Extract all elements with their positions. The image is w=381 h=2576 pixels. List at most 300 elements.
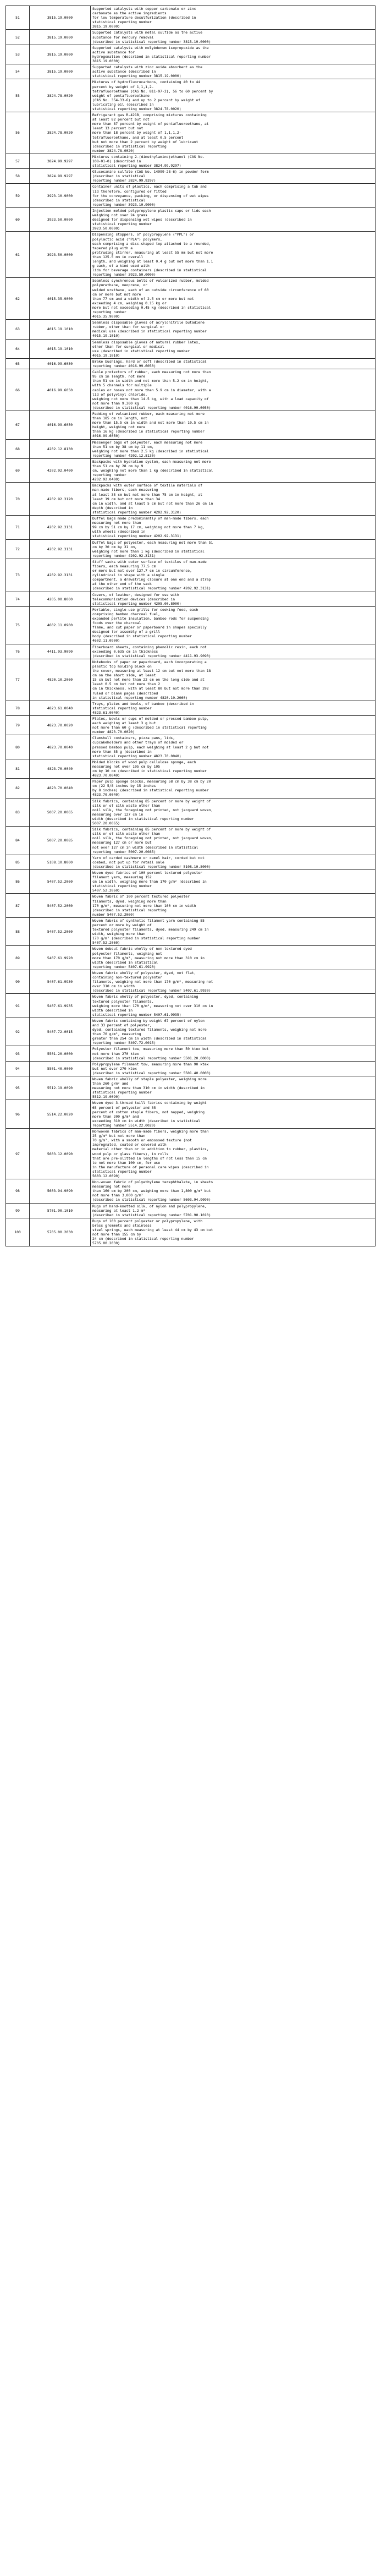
product-description: [91, 559, 376, 592]
description-line: (described in statistical reporting number 5501.40.0000): [92, 1070, 211, 1075]
description-line: cm, weighing not more than 1 kg (described in statistical: [92, 468, 213, 473]
description-line: Container units of plastics, each comprising a tub and: [92, 184, 207, 189]
row-number: 52: [6, 30, 30, 45]
description-line: more than 170 g/m², measuring not more than 310 cm in: [92, 955, 205, 960]
hts-code: 4016.99.6050: [30, 369, 91, 411]
description-line: cm or more but not more: [92, 292, 141, 297]
table-row: [6, 1179, 376, 1203]
description-line: each comprising a disc-shaped top attached to a rounded,: [92, 241, 211, 246]
table-row: [6, 1046, 376, 1061]
description-line: each weighing at least 3 g but: [92, 721, 156, 726]
description-line: cylindrical in shape with a single: [92, 573, 164, 578]
hts-code: 3824.78.0020: [30, 112, 91, 154]
table-row: [6, 1061, 376, 1076]
description-line: protruding stirrer, measuring at least 55 mm but not more: [92, 250, 213, 255]
description-line: steel springs, each measuring at least 44 cm by 43 cm but: [92, 1228, 213, 1232]
product-description: [91, 112, 376, 154]
description-line: telecommunication devices (described in: [92, 597, 175, 601]
hts-code: 4602.11.0900: [30, 606, 91, 644]
hts-code: 5501.40.0000: [30, 1061, 91, 1076]
description-line: than 16 kg (described in statistical reporting number: [92, 429, 205, 434]
row-number: 69: [6, 458, 30, 482]
description-line: (CAS No. 354-33-6) and up to 2 percent by weight of: [92, 97, 201, 102]
hts-code: 4823.70.0040: [30, 735, 91, 759]
table-row: [6, 79, 376, 112]
description-line: more but not exceeding 0.45 kg (described in statistical: [92, 305, 211, 310]
table-row: [6, 970, 376, 993]
description-line: expanded perlite insulation, bamboo rods for suspending: [92, 616, 209, 621]
row-number: 53: [6, 45, 30, 64]
product-description: [91, 184, 376, 207]
description-line: 4016.99.6050): [92, 434, 120, 439]
description-line: (described in statistical reporting number 4016.99.6050): [92, 405, 211, 410]
description-line: statistical reporting number 4202.92.3120): [92, 510, 181, 515]
description-line: polyester filaments, weighing not: [92, 951, 162, 956]
description-line: comprising bamboo charcoal fuel,: [92, 611, 161, 616]
description-line: Injection molded polypropylene plastic caps or lids each: [92, 208, 211, 213]
hts-code: 3824.99.9297: [30, 169, 91, 184]
table-row: [6, 339, 376, 358]
row-number: 51: [6, 6, 30, 30]
description-line: number 3824.78.0020): [92, 148, 135, 153]
table-row: [6, 946, 376, 970]
product-description: [91, 759, 376, 778]
description-line: than 51 cm by 38 cm by 11 cm,: [92, 444, 154, 449]
product-description: [91, 6, 376, 30]
table-row: [6, 439, 376, 458]
product-description: [91, 701, 376, 715]
description-line: lid of polyvinyl chloride,: [92, 392, 148, 397]
description-line: Woven dobcut fabric wholly of non-textured dyed: [92, 947, 192, 951]
description-line: cm by 10 cm (described in statistical reporting number: [92, 769, 207, 773]
hts-code: 5007.20.0065: [30, 798, 91, 827]
row-number: 99: [6, 1203, 30, 1218]
hts-code: 4202.92.0400: [30, 458, 91, 482]
hts-code: 4823.61.0040: [30, 701, 91, 715]
description-line: statistical reporting number: [92, 1169, 152, 1174]
hts-code: 4205.00.8000: [30, 592, 91, 606]
description-line: measuring not more: [92, 1184, 131, 1189]
description-line: (described in statistical: [92, 198, 146, 203]
row-number: 84: [6, 827, 30, 855]
description-line: 99 cm by 51 cm by 17 cm, weighing not more than 7 kg,: [92, 525, 205, 530]
description-line: weighing not more than 2.5 kg (described in statistical: [92, 449, 209, 453]
description-line: filaments, dyed, weighing more than: [92, 899, 167, 904]
description-line: width (described in statistical: [92, 960, 158, 965]
description-line: filaments, weighing not more than 170 g/m², measuring not: [92, 980, 213, 985]
product-description: [91, 970, 376, 993]
product-description: [91, 1129, 376, 1179]
description-line: Plates, bowls or cups of molded or pressed bamboo pulp,: [92, 716, 209, 721]
row-number: 63: [6, 320, 30, 339]
description-line: wood pulp or glass fibers), in rolls: [92, 1151, 169, 1156]
table-row: [6, 64, 376, 79]
document-page: [5, 6, 376, 1246]
hts-code: 4016.99.6050: [30, 411, 91, 439]
table-row: [6, 1018, 376, 1046]
description-line: 170 g/m² (described in statistical reporting number: [92, 936, 201, 941]
description-line: cm in thickness, with at least 80 but not more than 292: [92, 686, 209, 691]
description-line: reporting number 3923.10.9000): [92, 202, 156, 207]
hts-code: 4823.70.0020: [30, 715, 91, 735]
row-number: 54: [6, 64, 30, 79]
description-line: Backpacks with outer surface of textile materials of: [92, 483, 203, 488]
row-number: 93: [6, 1046, 30, 1061]
description-line: width, weighing more than: [92, 932, 146, 937]
product-description: [91, 1076, 376, 1100]
description-line: number 5407.52.2060): [92, 912, 135, 917]
table-row: [6, 855, 376, 869]
description-line: at least 35 cm but not more than 75 cm in height, at: [92, 492, 203, 497]
hts-code: 4202.92.3131: [30, 539, 91, 559]
description-line: containing non-textured polyester: [92, 975, 162, 980]
description-line: (described in statistical reporting number 5501.20.0000): [92, 1055, 211, 1060]
product-description: [91, 439, 376, 458]
description-line: at least 82 percent but not: [92, 117, 150, 122]
row-number: 70: [6, 483, 30, 516]
row-number: 92: [6, 1018, 30, 1046]
hts-code: 4202.12.8130: [30, 439, 91, 458]
description-line: than 125.5 mm in overall: [92, 254, 143, 259]
table-row: [6, 411, 376, 439]
hts-code: 5501.20.0000: [30, 1046, 91, 1061]
product-description: [91, 606, 376, 644]
table-row: [6, 207, 376, 231]
description-line: carbonate as the active ingredients: [92, 11, 167, 16]
product-description: [91, 946, 376, 970]
table-row: [6, 894, 376, 917]
table-row: [6, 154, 376, 168]
description-line: Nonwoven fabrics of man-made fibers, weighing more than: [92, 1129, 209, 1134]
row-number: 59: [6, 184, 30, 207]
row-number: 98: [6, 1179, 30, 1203]
product-description: [91, 458, 376, 482]
product-description: [91, 798, 376, 827]
description-line: weight of pentafluoroethane: [92, 93, 150, 98]
description-line: substance for mercury removal: [92, 35, 154, 40]
description-line: Woven fabric of synthetic filament yarn containing 85: [92, 918, 205, 923]
description-line: (described in statistical reporting number 4202.92.3131): [92, 586, 211, 591]
description-line: 5705.00.2030): [92, 1241, 120, 1246]
table-row: [6, 6, 376, 30]
description-line: 25 g/m² but not more than: [92, 1134, 146, 1139]
description-line: 4823.70.0040): [92, 792, 120, 797]
description-line: body (described in statistical reporting number: [92, 634, 192, 639]
description-line: least 0.5 cm but not more than 2: [92, 682, 161, 687]
description-line: compartment, a drawstring closure at one end and a strap: [92, 577, 211, 582]
hts-code: 5514.22.0020: [30, 1100, 91, 1129]
description-line: number 4823.70.0020): [92, 730, 135, 735]
row-number: 82: [6, 779, 30, 798]
description-line: noil silk, the foregoing not printed, not jacquard woven,: [92, 807, 213, 812]
description-line: for the conveyance, packing, or dispensing of wet wipes: [92, 193, 209, 198]
description-line: percent by weight of 1,1,1,2-: [92, 84, 154, 89]
row-number: 68: [6, 439, 30, 458]
table-row: [6, 1203, 376, 1218]
description-line: 4823.70.0040): [92, 773, 120, 778]
description-line: active substance (described in: [92, 69, 156, 74]
description-line: statistical reporting number 5407.61.9935): [92, 1012, 181, 1017]
description-line: polyurethane, neoprene, or: [92, 283, 148, 288]
description-line: reporting number 5407.61.9920): [92, 964, 156, 969]
row-number: 77: [6, 659, 30, 701]
hts-code: 4823.70.0040: [30, 759, 91, 778]
product-description: [91, 659, 376, 701]
description-line: cm (22 5/8 inches by 15 inches: [92, 784, 156, 789]
hts-code: 5407.61.9935: [30, 994, 91, 1018]
row-number: 71: [6, 516, 30, 539]
description-line: lubricating oil (described in: [92, 102, 154, 107]
description-line: 4015.19.1010): [92, 353, 120, 358]
product-description: [91, 79, 376, 112]
description-line: Woven fabric wholly of polyester, dyed, containing: [92, 994, 198, 999]
hts-code: 5407.52.2060: [30, 869, 91, 893]
description-line: 5603.12.0090): [92, 1173, 120, 1178]
description-line: (described in statistical reporting number 5108.10.8000): [92, 864, 211, 869]
description-line: use (described in statistical reporting number: [92, 348, 190, 353]
hts-code: 5701.90.1010: [30, 1203, 91, 1218]
product-description: [91, 855, 376, 869]
row-number: 95: [6, 1076, 30, 1100]
row-number: 83: [6, 798, 30, 827]
hts-code: 3824.78.0020: [30, 79, 91, 112]
description-line: Woven fabric containing by weight 67 percent of nylon: [92, 1018, 205, 1023]
table-row: [6, 917, 376, 946]
description-line: least 19 cm but not more than 34: [92, 496, 161, 501]
row-number: 100: [6, 1218, 30, 1246]
row-number: 55: [6, 79, 30, 112]
description-line: reporting number 3923.50.0000): [92, 272, 156, 277]
description-line: statistical reporting number: [92, 705, 152, 710]
description-line: reporting number 4202.92.3131): [92, 553, 156, 558]
description-line: in the manufacture of personal care wipes (described in: [92, 1164, 209, 1169]
table-row: [6, 458, 376, 482]
description-line: reporting number 5007.20.0085): [92, 849, 156, 854]
description-line: reporting number 4016.99.6050): [92, 364, 156, 369]
description-line: 65 percent of polyester and 35: [92, 1105, 156, 1110]
row-number: 73: [6, 559, 30, 592]
table-row: [6, 994, 376, 1018]
description-line: the cover, measuring at least 12 cm but not more than 18: [92, 669, 211, 674]
hts-code: 3815.19.0000: [30, 30, 91, 45]
description-line: reporting number 5407.72.0015): [92, 1041, 156, 1046]
row-number: 94: [6, 1061, 30, 1076]
description-line: 4202.92.0400): [92, 477, 120, 482]
description-line: 5407.52.2060): [92, 940, 120, 945]
hts-code: 5603.12.0090: [30, 1129, 91, 1179]
description-line: at the other end of the sack: [92, 582, 152, 587]
description-line: weighing not more than 14.5 kg, with a load capacity of: [92, 396, 209, 401]
description-line: more than 18 percent by weight of 1,1,1,2-: [92, 130, 181, 135]
description-line: flame, and cut paper or paperboard in shapes specially: [92, 625, 207, 630]
table-row: [6, 559, 376, 592]
description-line: Silk fabrics, containing 85 percent or more by weight of: [92, 798, 211, 803]
description-line: silk or of silk waste other than: [92, 832, 161, 836]
description-line: more than 87 percent by weight of pentafluoroethane, at: [92, 122, 209, 127]
description-line: exceeding 0.635 cm in thickness: [92, 649, 158, 654]
product-description: [91, 169, 376, 184]
description-line: (described in statistical reporting number 5407.61.9930): [92, 988, 211, 993]
description-line: tapered plug with a: [92, 245, 133, 250]
description-line: Rugs of 100 percent polyester or polypropylene, with: [92, 1218, 203, 1223]
description-line: 3815.19.0000): [92, 59, 120, 64]
description-line: and 33 percent of polyester,: [92, 1022, 152, 1027]
description-line: 5512.19.0090): [92, 1095, 120, 1100]
hts-code: 4202.92.3120: [30, 483, 91, 516]
description-line: exceeding 4 cm, weighing 0.15 kg or: [92, 300, 167, 305]
description-line: measuring 127 cm or more but: [92, 840, 152, 845]
table-row: [6, 715, 376, 735]
product-description: [91, 1061, 376, 1076]
description-line: statistical reporting number: [92, 20, 152, 25]
description-line: Supported catalysts with metal sulfide as the active: [92, 30, 203, 35]
description-line: cm on the short side, at least: [92, 673, 156, 678]
description-line: percent or more by weight of: [92, 923, 152, 927]
description-line: Polypropylene filament tow, measuring more than 90 ktex: [92, 1062, 209, 1067]
row-number: 66: [6, 369, 30, 411]
description-line: Trays, plates and bowls, of bamboo (described in: [92, 701, 194, 706]
description-line: width (described in statistical reporting number: [92, 816, 194, 821]
description-line: g each, of a kind used with: [92, 264, 150, 269]
table-row: [6, 869, 376, 893]
product-description: [91, 994, 376, 1018]
hts-code: 4016.99.6050: [30, 358, 91, 369]
description-line: 24 cm (described in statistical reporting number: [92, 1237, 194, 1241]
description-line: reporting number 5514.22.0020): [92, 1123, 156, 1128]
description-line: active substance for: [92, 50, 135, 54]
product-description: [91, 1100, 376, 1129]
description-line: than 51 cm in width and not more than 5.2 cm in height,: [92, 379, 209, 384]
table-row: [6, 169, 376, 184]
table-row: [6, 539, 376, 559]
row-number: 97: [6, 1129, 30, 1179]
description-line: Yarn of carded cashmere or camel hair, corded but not: [92, 855, 205, 860]
description-line: lid therefore, configured or fitted: [92, 189, 167, 194]
description-line: statistical reporting number 3815.19.0000): [92, 74, 181, 79]
description-line: polylactic acid ("PLA") polymers,: [92, 237, 162, 242]
row-number: 64: [6, 339, 30, 358]
hts-code: 5007.20.0085: [30, 827, 91, 855]
product-description: [91, 339, 376, 358]
description-line: 5007.20.0065): [92, 821, 120, 826]
description-line: Dispensing stoppers, of polypropylene ("PPL") or: [92, 232, 194, 237]
table-row: [6, 369, 376, 411]
description-line: than 51 cm by 28 cm by 9: [92, 464, 143, 468]
product-description: [91, 358, 376, 369]
row-number: 60: [6, 207, 30, 231]
description-line: than 77 cm and a width of 2.5 cm or more but not: [92, 296, 194, 301]
table-row: [6, 606, 376, 644]
description-line: Stuff sacks with outer surface of textiles of man-made: [92, 559, 207, 564]
description-line: Mixtures containing 2-(dimethylamino)ethanol (CAS No.: [92, 154, 205, 159]
description-line: cm in width, weighing more than 170 g/m² (described in: [92, 879, 207, 884]
description-line: weighing more than 170 g/m², measuring not over 310 cm in: [92, 1003, 213, 1008]
table-row: [6, 798, 376, 827]
hts-code: 4202.92.3131: [30, 516, 91, 539]
row-number: 75: [6, 606, 30, 644]
description-line: Seamless synchronous belts of vulcanized rubber, molded: [92, 278, 209, 283]
description-line: Supported catalysts with copper carbonate or zinc: [92, 7, 196, 11]
description-line: Messenger bags of polyester, each measuring not more: [92, 440, 203, 445]
description-line: or more but not over 127.7 cm in circumference,: [92, 568, 192, 573]
product-description: [91, 1203, 376, 1218]
description-line: Seamless disposable gloves of natural rubber latex,: [92, 340, 201, 344]
table-row: [6, 592, 376, 606]
table-row: [6, 516, 376, 539]
description-line: designed for assembly of a grill: [92, 630, 161, 635]
row-number: 86: [6, 869, 30, 893]
description-line: Cable protectors of rubber, each measuring not more than: [92, 370, 211, 375]
description-line: Brake bushings, hard or soft (described in statistical: [92, 359, 207, 364]
description-line: not more than 270 ktex: [92, 1051, 139, 1056]
product-description: [91, 369, 376, 411]
row-number: 87: [6, 894, 30, 917]
row-number: 76: [6, 644, 30, 659]
description-line: percent of cotton staple fibers, not napped, weighing: [92, 1109, 205, 1114]
description-line: Woven fabric of 100 percent textured polyester: [92, 894, 190, 899]
description-line: other than for surgical or medical: [92, 344, 164, 349]
description-line: 4015.19.1010): [92, 333, 120, 338]
table-row: [6, 483, 376, 516]
description-line: for low temperature desulfurization (described in: [92, 15, 196, 20]
row-number: 72: [6, 539, 30, 559]
product-description: [91, 1046, 376, 1061]
table-row: [6, 1100, 376, 1129]
description-line: but not more than 2 percent by weight of lubricant: [92, 139, 198, 144]
description-line: (described in statistical reporting number 4411.93.9090): [92, 653, 211, 658]
description-line: not more than 155 cm by: [92, 1232, 141, 1237]
hts-code: 3923.50.0000: [30, 207, 91, 231]
description-line: than 160 cm by 200 cm, weighing more than 1,800 g/m² but: [92, 1189, 211, 1194]
description-line: statistical reporting number: [92, 1090, 152, 1095]
table-row: [6, 827, 376, 855]
hts-code: 3923.50.0000: [30, 232, 91, 278]
product-description: [91, 869, 376, 893]
row-number: 85: [6, 855, 30, 869]
description-line: (described in statistical reporting number 3815.19.0000): [92, 39, 211, 44]
description-line: more than 200 g/m² and: [92, 1114, 139, 1119]
tariff-table: [5, 6, 376, 1246]
description-line: than 260 g/m² and: [92, 1081, 129, 1086]
description-line: height, weighing not more: [92, 425, 146, 430]
description-line: to not more than 100 cm, for use: [92, 1160, 161, 1165]
product-description: [91, 154, 376, 168]
description-line: medical use (described in statistical reporting number: [92, 329, 207, 334]
table-row: [6, 112, 376, 154]
product-description: [91, 917, 376, 946]
description-line: (described in statistical reporting: [92, 144, 167, 149]
row-number: 61: [6, 232, 30, 278]
description-line: reporting number 4202.12.8130): [92, 453, 156, 458]
hts-code: 4823.70.0040: [30, 779, 91, 798]
description-line: Polyester filament tow, measuring more than 50 ktex but: [92, 1047, 209, 1052]
description-line: Fiberboard sheets, containing phenolic resin, each not: [92, 644, 207, 649]
description-line: over 310 cm in width: [92, 984, 135, 989]
description-line: weighing not more than 1 kg (described in statistical: [92, 549, 205, 554]
description-line: least 13 percent but not: [92, 126, 143, 131]
hts-code: 5407.72.0015: [30, 1018, 91, 1046]
product-description: [91, 64, 376, 79]
product-description: [91, 516, 376, 539]
description-line: cm by 30 cm by 31 cm,: [92, 544, 137, 549]
description-line: reporting number: [92, 473, 126, 478]
row-number: 57: [6, 154, 30, 168]
product-description: [91, 483, 376, 516]
description-line: textured polyester filaments, dyed, measuring 249 cm in: [92, 927, 209, 932]
hts-code: 3815.19.0000: [30, 45, 91, 64]
description-line: Molded blocks of wood pulp cellulose sponge, each: [92, 759, 196, 764]
hts-code: 5407.52.2060: [30, 917, 91, 946]
